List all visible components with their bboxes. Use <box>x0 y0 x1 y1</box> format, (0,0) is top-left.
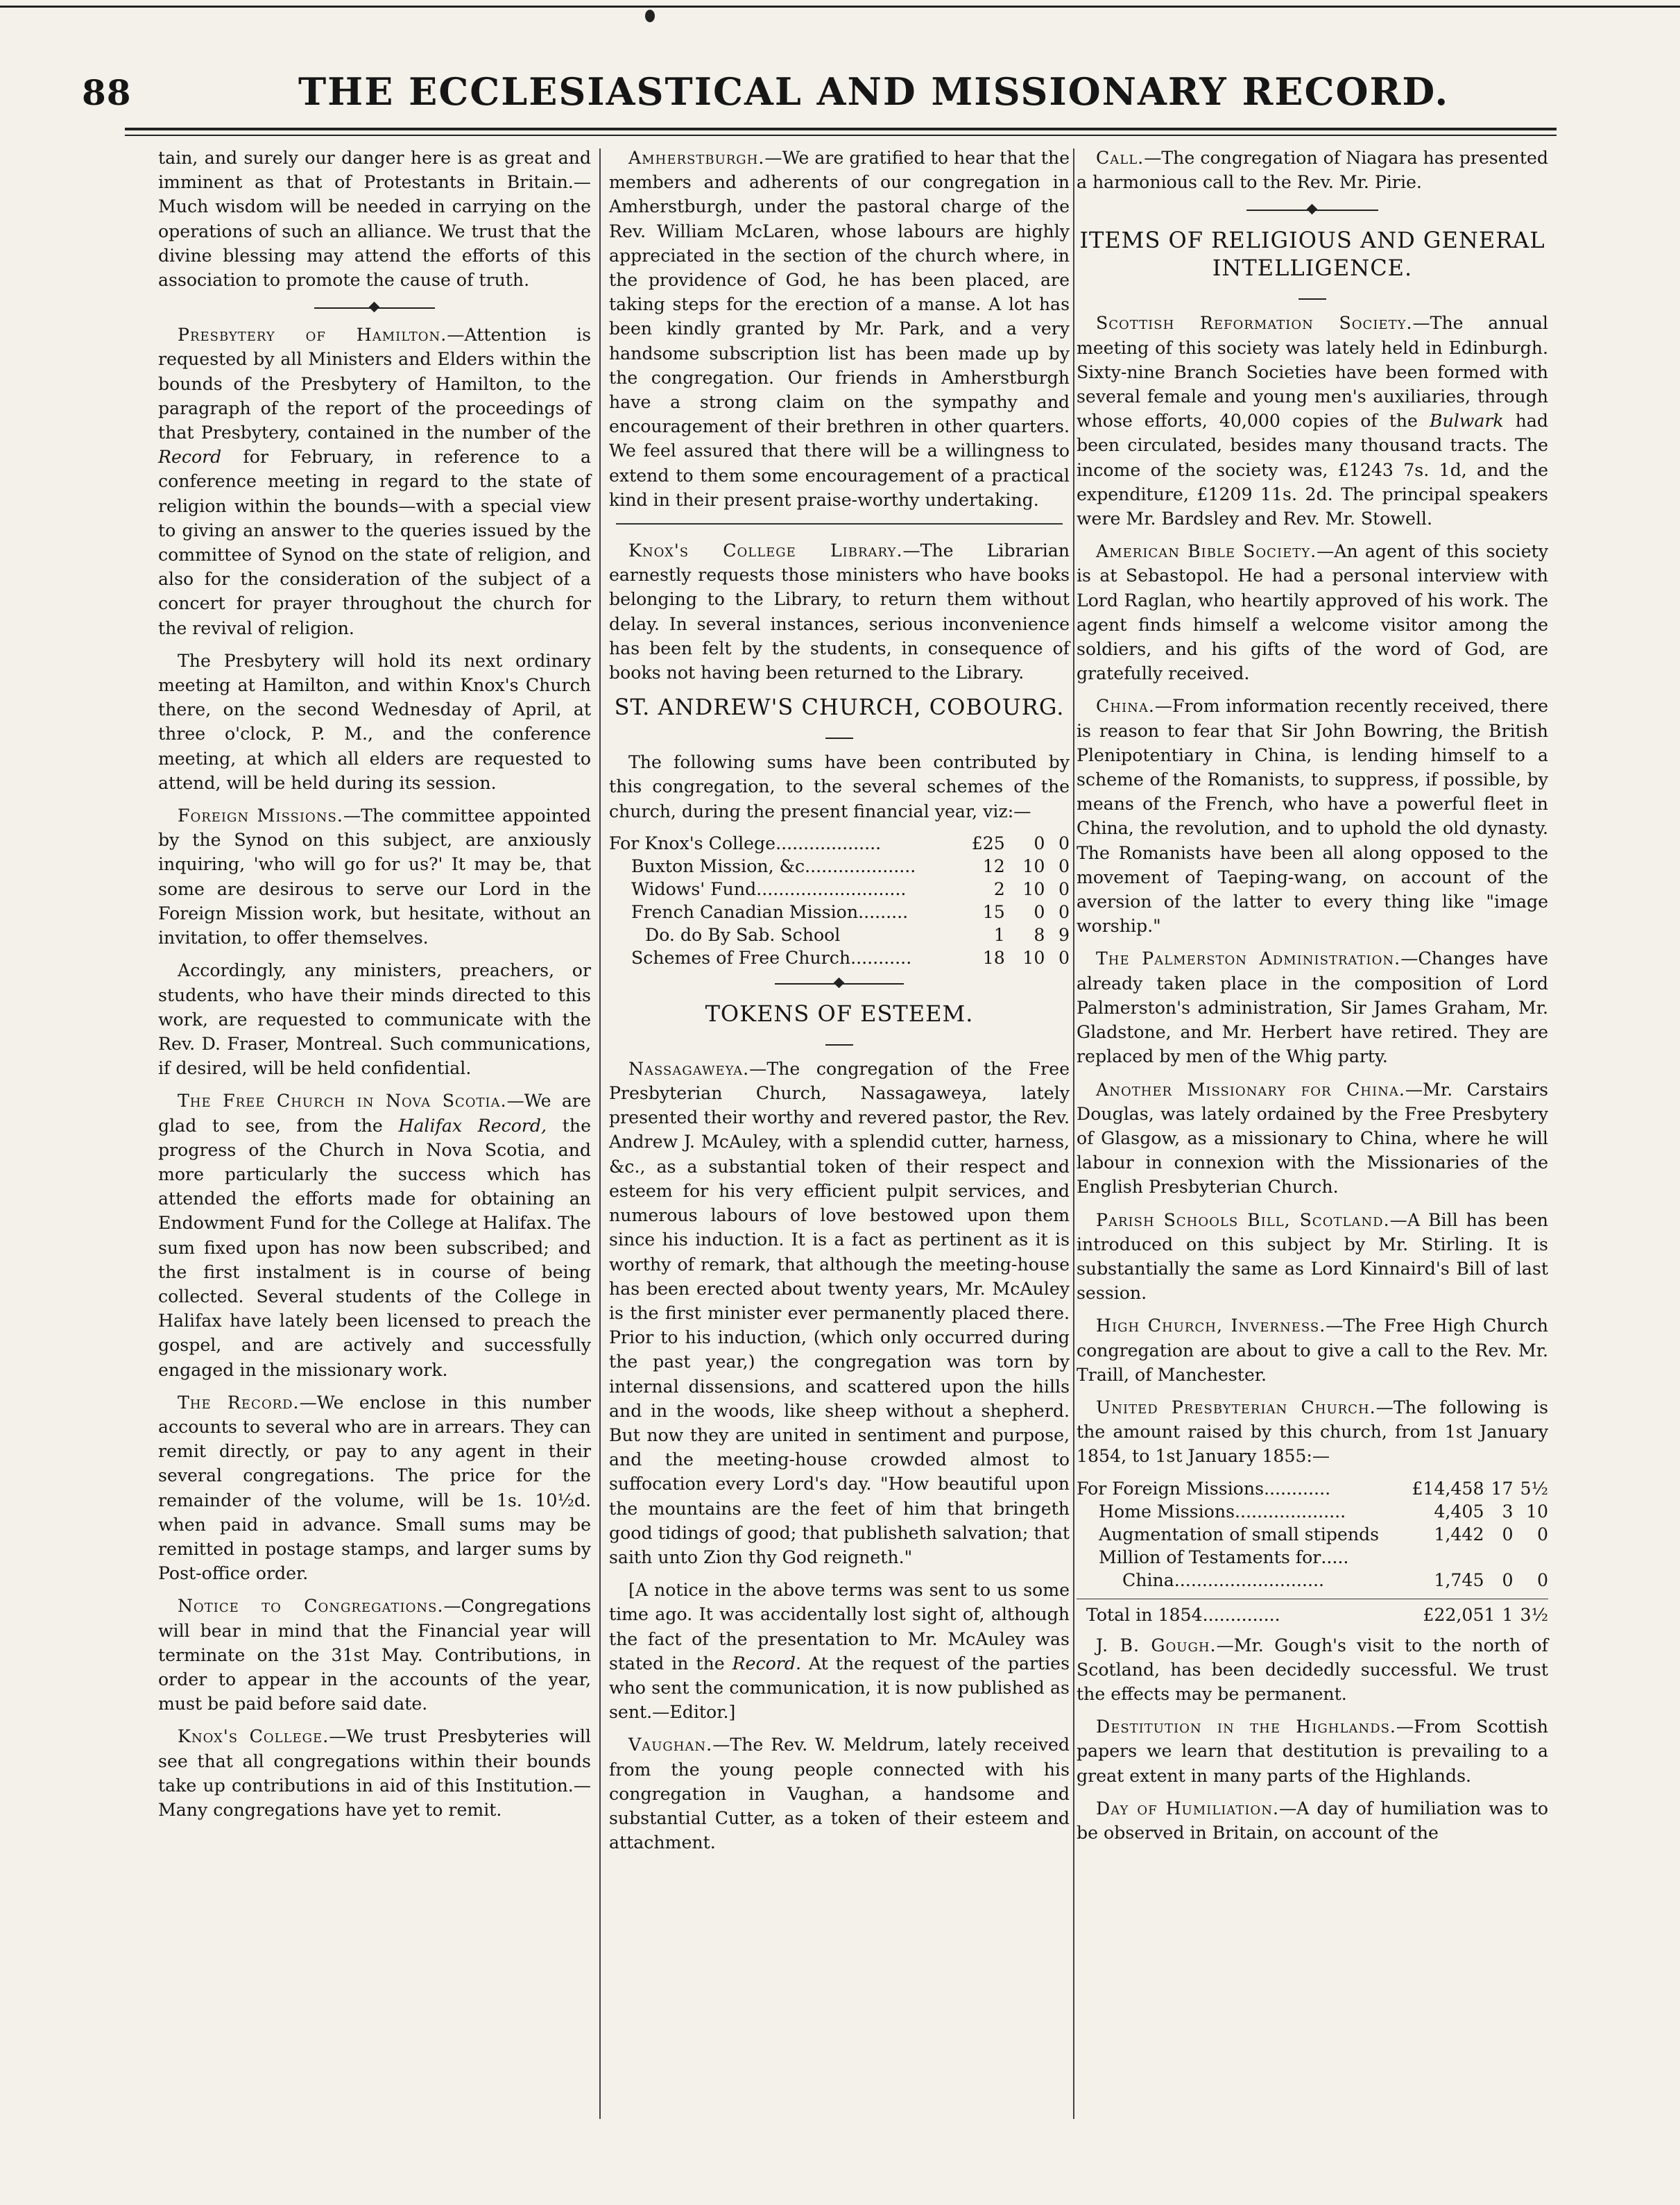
article-text: —From information recently received, there is reason to fear that Sir John Bowring, the British Plenipotentiary in China, is lending himself to a scheme of the Romanists, to suppress, if possible, by means of the French, who have a powerful fleet in China, the revolution, and to uphold the old dynasty. The Romanists have been all along opposed to the movement of Taeping-wang, on account of the aversion of the latter to every thing like "image worship." <box>1077 696 1548 937</box>
table-row <box>1077 1523 1548 1546</box>
article-text: —We are glad to see, from the <box>158 1091 591 1136</box>
short-rule <box>1077 294 1548 305</box>
shillings-cell: 10 <box>1022 855 1045 876</box>
row-label: Do. do By Sab. School <box>645 924 841 945</box>
dot-leader: ..... <box>1321 1547 1349 1567</box>
shillings-cell: 10 <box>1022 947 1045 968</box>
article-text: —Mr. Carstairs Douglas, was lately ordained by the Free Presbytery of Glasgow, as a missionary to China, where he will labour in connexion with the Missionaries of the English Presbyterian Church. <box>1077 1079 1548 1198</box>
italic-text: Record. <box>732 1653 801 1674</box>
pounds-cell: 12 <box>982 855 1005 876</box>
article-heading: High Church, Inverness. <box>1096 1316 1326 1336</box>
article-heading: Vaughan. <box>628 1735 713 1755</box>
article-scottish-reformation <box>1077 311 1548 531</box>
amounts-table <box>1077 1477 1548 1592</box>
pounds-cell <box>1405 1546 1484 1569</box>
pence-cell: 0 <box>1058 947 1070 968</box>
table-row <box>609 901 1070 923</box>
article-call <box>1077 146 1548 194</box>
dot-leader: ......... <box>858 901 909 922</box>
shillings-cell: 0 <box>1034 833 1045 853</box>
article-text: —Attention is requested by all Ministers and Elders within the bounds of the Presbytery of Hamilton, to the paragraph of the report of the proceedings of that Presbytery, contained in the number of the <box>158 325 591 443</box>
article-text: for February, in reference to a conference meeting in regard to the state of religion within the bounds—with a special view to giving an answer to the queries issued by the committee of Synod on the state of religion, and also for the consideration of the subject of a concert for prayer throughout the church for the revival of religion. <box>158 447 591 638</box>
italic-text: Halifax Record, <box>398 1115 547 1136</box>
pence-cell: 0 <box>1058 878 1070 899</box>
article-free-church-nova-scotia <box>158 1089 591 1381</box>
article-the-record <box>158 1390 591 1586</box>
pounds-cell: 2 <box>993 878 1005 899</box>
article-knox-college <box>158 1724 591 1822</box>
shillings-cell: 10 <box>1022 878 1045 899</box>
pence-cell: 5½ <box>1520 1478 1548 1499</box>
row-label: Buxton Mission, &c. <box>631 855 811 876</box>
article-another-missionary <box>1077 1078 1548 1200</box>
article-text: —The Rev. W. Meldrum, lately received from the young people connected with his congregation in Vaughan, a handsome and substantial Cutter, as a token of their esteem and attachment. <box>609 1735 1070 1853</box>
article-foreign-missions <box>158 803 591 950</box>
dot-leader: ............ <box>1264 1478 1331 1499</box>
article-text: —The Librarian earnestly requests those ministers who have books belonging to the Library, to return them without delay. In several instances, serious inconvenience has been felt by the students, in consequence of books not having been returned to the Library. <box>609 540 1070 683</box>
article-heading: Day of Humiliation. <box>1096 1798 1279 1819</box>
article-text: At the request of the parties who sent the communication, it is now published as sent.—Editor.] <box>609 1653 1070 1723</box>
italic-text: Record <box>158 447 222 468</box>
column-divider-2 <box>1073 148 1074 2119</box>
article-heading: Parish Schools Bill, Scotland. <box>1096 1209 1390 1230</box>
row-label: For Foreign Missions <box>1077 1478 1264 1499</box>
article-heading: Presbytery of Hamilton. <box>178 325 447 346</box>
paragraph: Accordingly, any ministers, preachers, or students, who have their minds directed to this work, are requested to communicate with the Rev. D. Fraser, Montreal. Such communications, if desired, will be held confidential. <box>158 960 591 1079</box>
article-text: —A day of humiliation was to be observed in Britain, on account of the <box>1077 1798 1548 1843</box>
paragraph: The Presbytery will hold its next ordinary meeting at Hamilton, and within Knox's Church there, on the second Wednesday of April, at three o'clock, P. M., and the conference meeting, at which all elders are requested to attend, will be held during its session. <box>158 650 591 793</box>
article-notice-congregations <box>158 1594 591 1716</box>
dot-leader: ........................... <box>756 878 907 899</box>
pence-cell: 10 <box>1525 1501 1548 1522</box>
ornament-divider <box>158 300 591 316</box>
table-cell <box>609 855 950 878</box>
article-vaughan <box>609 1732 1070 1855</box>
pounds-cell: 1,745 <box>1434 1569 1484 1590</box>
top-rule <box>0 6 1680 8</box>
article-heading: Foreign Missions. <box>178 806 343 826</box>
dot-leader: .............. <box>1202 1604 1280 1625</box>
header-rule-thick <box>125 128 1557 130</box>
article-gough <box>1077 1633 1548 1707</box>
table-cell <box>609 923 950 946</box>
shillings-cell: 1 <box>1502 1604 1514 1625</box>
table-row <box>1077 1500 1548 1523</box>
table-row <box>609 855 1070 878</box>
shillings-cell: 8 <box>1034 924 1045 945</box>
article-heading: United Presbyterian Church. <box>1096 1397 1376 1418</box>
ornament-divider <box>1077 203 1548 218</box>
shillings-cell: 0 <box>1034 901 1045 922</box>
table-cell <box>609 901 950 923</box>
article-heading: Call. <box>1096 148 1145 168</box>
table-cell <box>1077 1546 1405 1569</box>
table-row <box>609 878 1070 901</box>
page-number: 88 <box>82 72 132 113</box>
row-label: Home Missions <box>1099 1501 1235 1522</box>
article-china <box>1077 694 1548 938</box>
article-text: —The congregation of the Free Presbyterian Church, Nassagaweya, lately presented their worthy and revered pastor, the Rev. Andrew J. McAuley, with a splendid cutter, harness, &c., as a substantial token of their respect and esteem for his very efficient pulpit services, and numerous labours of love bestowed upon them since his induction. It is a fact as pertinent as it is worthy of remark, that although the meeting-house has been erected about twenty years, Mr. McAuley is the first minister ever permanently placed there. Prior to his induction, (which only occurred during the past year,) the congregation was torn by internal dissensions, and scattered upon the hills and in the woods, like sheep without a shepherd. But now they are united in sentiment and purpose, and the meeting-house crowded almost to suffocation every Lord's day. "How beautiful upon the mountains are the feet of him that bringeth good tidings of good; that publisheth salvation; that saith unto Zion thy God reigneth." <box>609 1058 1070 1567</box>
row-label: Total in 1854 <box>1086 1604 1203 1625</box>
row-label: Augmentation of small stipends <box>1099 1524 1380 1544</box>
table-cell <box>1077 1477 1405 1500</box>
article-heading: The Free Church in Nova Scotia. <box>178 1091 507 1112</box>
pounds-cell: £22,051 <box>1423 1604 1495 1625</box>
pence-cell: 0 <box>1536 1569 1548 1590</box>
article-text: —Changes have already taken place in the composition of Lord Palmerston's administration, Sir James Graham, Mr. Gladstone, and Mr. Herbert have retired. They are replaced by men of the Whig party. <box>1077 948 1548 1067</box>
article-american-bible <box>1077 539 1548 686</box>
table-row <box>609 923 1070 946</box>
table-row <box>609 832 1070 855</box>
table-cell <box>1077 1523 1405 1546</box>
article-text: —The following is the amount raised by this church, from 1st January 1854, to 1st January 1855:— <box>1077 1397 1548 1467</box>
table-cell <box>609 878 950 901</box>
pounds-cell: 4,405 <box>1434 1501 1484 1522</box>
article-heading: Notice to Congregations. <box>178 1596 444 1617</box>
dot-leader: ........................... <box>1174 1569 1324 1590</box>
article-destitution <box>1077 1714 1548 1788</box>
table-row <box>609 946 1070 969</box>
table-cell <box>1077 1500 1405 1523</box>
pence-cell: 9 <box>1058 924 1070 945</box>
article-text: —The committee appointed by the Synod on this subject, are anxiously inquiring, 'who will go for us?' It may be, that some are desirous to serve our Lord in the Foreign Mission work, but hesitate, without an invitation, to offer themselves. <box>158 806 591 948</box>
ornament-divider <box>609 976 1070 991</box>
row-label: French Canadian Mission <box>631 901 859 922</box>
article-united-presbyterian <box>1077 1395 1548 1469</box>
pence-cell: 0 <box>1058 855 1070 876</box>
row-label: For Knox's College <box>609 833 776 853</box>
shillings-cell: 3 <box>1502 1501 1514 1522</box>
article-heading: Another Missionary for China. <box>1096 1079 1405 1100</box>
pounds-cell: £25 <box>971 833 1005 853</box>
section-heading-items: ITEMS OF RELIGIOUS AND GENERAL INTELLIGENCE. <box>1079 227 1545 282</box>
article-text: —We are gratified to hear that the members and adherents of our congregation in Amherstburgh, under the pastoral charge of the Rev. William McLaren, whose labours are highly appreciated in the section of the church where, in the providence of God, he has been placed, are taking steps for the erection of a manse. A lot has been kindly granted by Mr. Park, and a very handsome subscription list has been made up by the congregation. Our friends in Amherstburgh have a strong claim on the sympathy and encouragement of their brethren in other quarters. We feel assured that there will be a willingness to extend to them some encouragement of a practical kind in their present praise-worthy undertaking. <box>609 148 1070 510</box>
article-text: —The congregation of Niagara has presented a harmonious call to the Rev. Mr. Pirie. <box>1077 148 1548 193</box>
article-heading: American Bible Society. <box>1096 541 1317 562</box>
pounds-cell: 18 <box>982 947 1005 968</box>
italic-text: Bulwark <box>1429 411 1504 432</box>
ornament-dot <box>645 10 655 22</box>
article-heading: Knox's College. <box>178 1726 329 1747</box>
article-heading: Amherstburgh. <box>628 148 765 168</box>
table-cell <box>1077 1603 1416 1626</box>
article-nassagaweya <box>609 1057 1070 1569</box>
pounds-cell: 15 <box>982 901 1005 922</box>
row-label: China <box>1122 1569 1174 1590</box>
short-rule <box>609 1040 1070 1051</box>
article-text: —The Free High Church congregation are about to give a call to the Rev. Mr. Traill, of Manchester. <box>1077 1316 1548 1385</box>
dot-leader: ................... <box>775 833 882 853</box>
total-table <box>1077 1603 1548 1626</box>
article-heading: Nassagaweya. <box>628 1058 750 1079</box>
section-heading-tokens: TOKENS OF ESTEEM. <box>705 1000 974 1027</box>
contributions-table <box>609 832 1070 969</box>
article-text: —We enclose in this number accounts to several who are in arrears. They can remit directly, or pay to any agent in their several congregations. The price for the remainder of the volume, will be 1s. 10½d. when paid in advance. Small sums may be remitted in postage stamps, and larger sums by Post-office order. <box>158 1392 591 1584</box>
article-text: had been circulated, besides many thousand tracts. The income of the society was, £1243 7s. 1d, and the expenditure, £1209 11s. 2d. The principal speakers were Mr. Bardsley and Rev. Mr. Stowell. <box>1077 411 1548 529</box>
article-amherstburgh <box>609 146 1070 512</box>
article-day-of-humiliation <box>1077 1796 1548 1845</box>
article-presbytery-hamilton <box>158 323 591 640</box>
row-label: Schemes of Free Church <box>631 947 851 968</box>
shillings-cell: 0 <box>1502 1524 1514 1544</box>
article-heading: Destitution in the Highlands. <box>1096 1717 1396 1737</box>
article-text: —The annual meeting of this society was lately held in Edinburgh. Sixty-nine Branch Societies have been formed with several female and young men's auxiliaries, through whose efforts, 40,000 copies of the <box>1077 313 1548 432</box>
shillings-cell: 17 <box>1491 1478 1514 1499</box>
shillings-cell: 0 <box>1502 1569 1514 1590</box>
article-text: [A notice in the above terms was sent to us some time ago. It was accidentally lost sight of, although the fact of the presentation to Mr. McAuley was stated in the <box>609 1580 1070 1674</box>
table-row <box>1077 1477 1548 1500</box>
table-row <box>1077 1546 1548 1569</box>
shillings-cell <box>1484 1546 1513 1569</box>
pence-cell: 0 <box>1536 1524 1548 1544</box>
pounds-cell: 1 <box>993 924 1005 945</box>
pence-cell <box>1514 1546 1548 1569</box>
article-high-church <box>1077 1313 1548 1387</box>
short-rule <box>609 733 1070 744</box>
article-heading: The Record. <box>178 1392 300 1413</box>
article-heading: Knox's College Library. <box>628 540 903 561</box>
table-cell <box>1077 1569 1405 1592</box>
article-palmerston <box>1077 946 1548 1069</box>
article-text: —A Bill has been introduced on this subject by Mr. Stirling. It is substantially the same as Lord Kinnaird's Bill of last session. <box>1077 1209 1548 1304</box>
section-heading-st-andrews: ST. ANDREW'S CHURCH, COBOURG. <box>614 694 1065 721</box>
article-heading: China. <box>1096 696 1155 717</box>
article-text: —Congregations will bear in mind that the Financial year will terminate on the 31st May. Contributions, in order to appear in the accounts of the year, must be paid before said date. <box>158 1596 591 1714</box>
article-text: —Mr. Gough's visit to the north of Scotland, has been decidedly successful. We trust the effects may be permanent. <box>1077 1635 1548 1704</box>
article-heading: Scottish Reformation Society. <box>1096 313 1413 334</box>
pounds-cell: 1,442 <box>1434 1524 1484 1544</box>
article-text: —We trust Presbyteries will see that all congregations within their bounds take up contributions in aid of this Institution.—Many congregations have yet to remit. <box>158 1726 591 1820</box>
table-cell <box>609 832 950 855</box>
article-text: —An agent of this society is at Sebastopol. He had a personal interview with Lord Raglan, who heartily approved of his work. The agent finds himself a welcome visitor among the soldiers, and his gifts of the word of God, are gratefully received. <box>1077 541 1548 684</box>
paragraph: The following sums have been contributed by this congregation, to the several schemes of the church, during the present financial year, viz:— <box>609 752 1070 821</box>
article-knox-library <box>609 538 1070 685</box>
column-middle <box>609 146 1070 1863</box>
row-label: Million of Testaments for <box>1099 1547 1321 1567</box>
table-row <box>1077 1569 1548 1592</box>
header-rule-thin <box>125 135 1557 136</box>
article-parish-schools <box>1077 1208 1548 1306</box>
total-row <box>1077 1603 1548 1626</box>
article-continued: tain, and surely our danger here is as great and imminent as that of Protestants in Britain.—Much wisdom will be needed in carrying on the operations of such an alliance. We trust that the divine blessing may attend the efforts of this association to promote the cause of truth. <box>158 148 591 291</box>
dot-leader: .................... <box>1235 1501 1346 1522</box>
row-label: Widows' Fund <box>631 878 757 899</box>
table-cell <box>609 946 950 969</box>
editor-notice <box>609 1578 1070 1724</box>
pounds-cell: £14,458 <box>1412 1478 1484 1499</box>
article-text: the progress of the Church in Nova Scotia, and more particularly the success which has attended the efforts made for obtaining an Endowment Fund for the College at Halifax. The sum fixed upon has now been subscribed; and the first instalment is in course of being collected. Several students of the College in Halifax have lately been licensed to preach the gospel, and are actively and successfully engaged in the missionary work. <box>158 1115 591 1380</box>
article-text: —From Scottish papers we learn that destitution is prevailing to a great extent in many parts of the Highlands. <box>1077 1717 1548 1786</box>
article-heading: The Palmerston Administration. <box>1096 948 1401 969</box>
page-title: THE ECCLESIASTICAL AND MISSIONARY RECORD. <box>298 69 1450 114</box>
pence-cell: 3½ <box>1520 1604 1548 1625</box>
column-right <box>1077 146 1548 1853</box>
section-rule <box>616 523 1063 525</box>
column-left <box>158 146 591 1830</box>
column-divider-1 <box>599 148 601 2119</box>
dot-leader: ................... <box>810 855 916 876</box>
pence-cell: 0 <box>1058 901 1070 922</box>
dot-leader: ........... <box>850 947 912 968</box>
pence-cell: 0 <box>1058 833 1070 853</box>
article-heading: J. B. Gough. <box>1096 1635 1217 1655</box>
